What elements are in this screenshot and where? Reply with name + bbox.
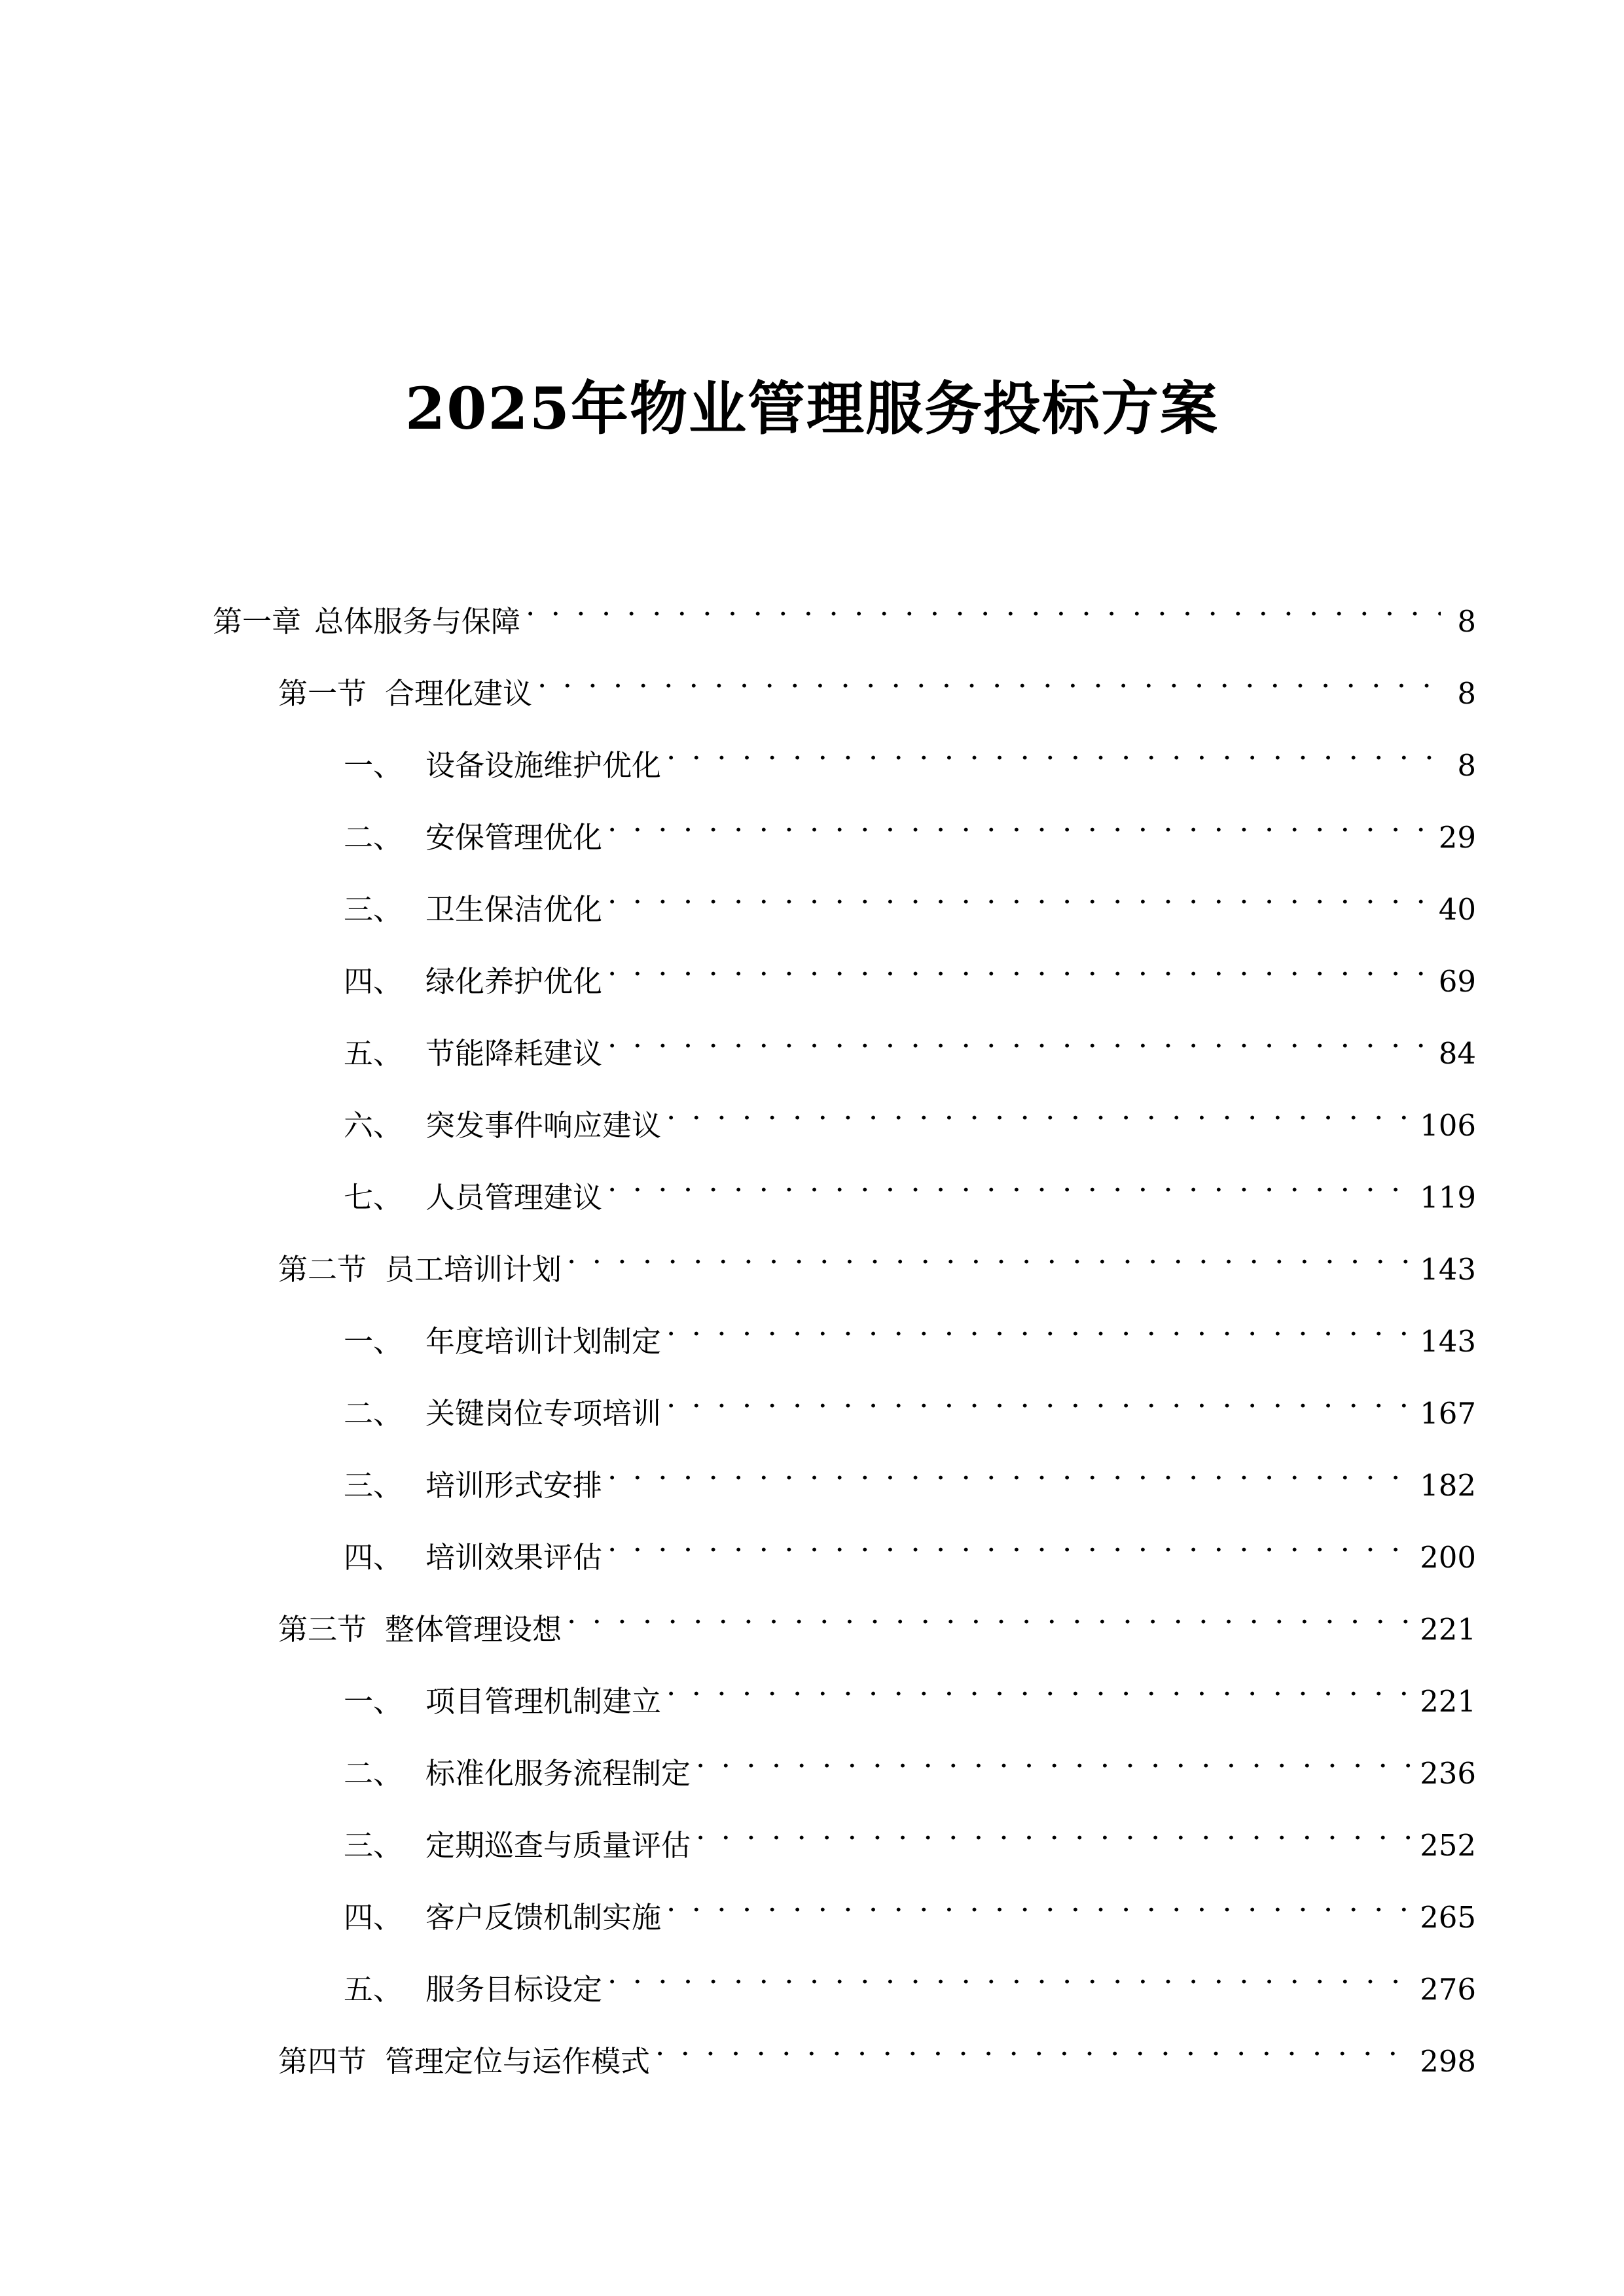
toc-entry-page: 276: [1420, 1972, 1476, 2007]
toc-entry-number: 第一节: [278, 676, 367, 711]
toc-entry-number: 七、: [344, 1180, 403, 1215]
toc-entry-number: 一、: [344, 1324, 403, 1359]
toc-entry-page: 200: [1420, 1540, 1476, 1575]
toc-entry-page: 221: [1420, 1612, 1476, 1647]
toc-entry-title: 管理定位与运作模式: [385, 2044, 651, 2079]
toc-entry-title: 安保管理优化: [425, 820, 603, 855]
toc-dot-leader: [526, 579, 1441, 632]
toc-entry-number: 四、: [344, 964, 403, 999]
toc-entry-title: 服务目标设定: [425, 1972, 603, 2007]
toc-entry-page: 298: [1420, 2044, 1476, 2079]
toc-entry-number: 第二节: [278, 1252, 367, 1287]
toc-entry[interactable]: [0, 579, 1476, 651]
toc-entry[interactable]: [0, 867, 1476, 939]
toc-dot-leader: [567, 1587, 1411, 1640]
toc-dot-leader: [666, 1875, 1411, 1928]
toc-entry[interactable]: [0, 1731, 1476, 1803]
toc-entry-page: 8: [1457, 748, 1476, 783]
toc-entry-number: 一、: [344, 1684, 403, 1719]
toc-entry[interactable]: [0, 1947, 1476, 2019]
toc-entry[interactable]: [0, 1227, 1476, 1299]
toc-entry-page: 40: [1438, 892, 1476, 927]
toc-dot-leader: [696, 1803, 1411, 1856]
toc-entry-page: 167: [1420, 1396, 1476, 1431]
toc-entry[interactable]: [0, 1659, 1476, 1731]
toc-entry-title: 客户反馈机制实施: [425, 1900, 662, 1935]
toc-dot-leader: [607, 1515, 1411, 1568]
toc-entry-number: 四、: [344, 1540, 403, 1575]
toc-entry[interactable]: [0, 2019, 1476, 2091]
toc-entry-title: 关键岗位专项培训: [425, 1396, 662, 1431]
toc-entry-page: 119: [1420, 1180, 1476, 1215]
toc-entry-title: 项目管理机制建立: [425, 1684, 662, 1719]
toc-entry-number: 第三节: [278, 1612, 367, 1647]
toc-entry-title: 标准化服务流程制定: [425, 1756, 691, 1791]
toc-dot-leader: [607, 1443, 1411, 1496]
toc-entry[interactable]: [0, 1803, 1476, 1875]
toc-entry-number: 三、: [344, 1468, 403, 1503]
toc-dot-leader: [607, 1947, 1411, 2000]
toc-entry[interactable]: [0, 1443, 1476, 1515]
toc-entry[interactable]: [0, 1515, 1476, 1587]
toc-entry-number: 第一章: [213, 604, 302, 639]
toc-dot-leader: [666, 1659, 1411, 1712]
toc-dot-leader: [567, 1227, 1411, 1280]
toc-entry[interactable]: [0, 723, 1476, 795]
toc-entry-title: 卫生保洁优化: [425, 892, 603, 927]
toc-entry-page: 221: [1420, 1684, 1476, 1719]
toc-entry-page: 143: [1420, 1252, 1476, 1287]
toc-entry-page: 106: [1420, 1108, 1476, 1143]
toc-entry-page: 265: [1420, 1900, 1476, 1935]
toc-dot-leader: [696, 1731, 1411, 1784]
toc-entry-title: 培训效果评估: [425, 1540, 603, 1575]
toc-entry-page: 182: [1420, 1468, 1476, 1503]
toc-dot-leader: [607, 867, 1430, 920]
toc-entry-title: 人员管理建议: [425, 1180, 603, 1215]
toc-entry-page: 8: [1457, 676, 1476, 711]
toc-entry-title: 定期巡查与质量评估: [425, 1828, 691, 1863]
table-of-contents: [0, 579, 1624, 2091]
toc-entry[interactable]: [0, 1155, 1476, 1227]
toc-entry-page: 29: [1438, 820, 1476, 855]
toc-entry[interactable]: [0, 1011, 1476, 1083]
toc-entry[interactable]: [0, 1299, 1476, 1371]
toc-entry-title: 绿化养护优化: [425, 964, 603, 999]
toc-dot-leader: [607, 795, 1430, 848]
toc-entry-title: 节能降耗建议: [425, 1036, 603, 1071]
toc-dot-leader: [666, 1083, 1411, 1136]
toc-entry-number: 三、: [344, 1828, 403, 1863]
toc-entry[interactable]: [0, 939, 1476, 1011]
toc-entry-title: 年度培训计划制定: [425, 1324, 662, 1359]
toc-entry-title: 设备设施维护优化: [425, 748, 662, 783]
toc-dot-leader: [655, 2019, 1411, 2072]
toc-dot-leader: [666, 1371, 1411, 1424]
toc-entry-title: 合理化建议: [385, 676, 533, 711]
toc-dot-leader: [607, 939, 1430, 992]
toc-entry-title: 培训形式安排: [425, 1468, 603, 1503]
document-title: 2025年物业管理服务投标方案: [405, 374, 1219, 442]
toc-dot-leader: [537, 651, 1441, 704]
toc-dot-leader: [666, 1299, 1411, 1352]
toc-entry-page: 8: [1457, 604, 1476, 639]
toc-entry[interactable]: [0, 1371, 1476, 1443]
toc-entry-number: 一、: [344, 748, 403, 783]
toc-entry-number: 五、: [344, 1036, 403, 1071]
toc-entry-number: 第四节: [278, 2044, 367, 2079]
toc-entry[interactable]: [0, 1875, 1476, 1947]
toc-entry-title: 突发事件响应建议: [425, 1108, 662, 1143]
toc-entry-number: 二、: [344, 1396, 403, 1431]
toc-entry-number: 五、: [344, 1972, 403, 2007]
toc-entry-page: 69: [1438, 964, 1476, 999]
toc-entry-page: 84: [1438, 1036, 1476, 1071]
toc-entry-number: 二、: [344, 820, 403, 855]
toc-entry-number: 六、: [344, 1108, 403, 1143]
toc-entry-title: 员工培训计划: [385, 1252, 562, 1287]
toc-entry-number: 二、: [344, 1756, 403, 1791]
toc-entry[interactable]: [0, 651, 1476, 723]
toc-entry-title: 整体管理设想: [385, 1612, 562, 1647]
toc-entry-title: 总体服务与保障: [314, 604, 521, 639]
toc-entry-page: 236: [1420, 1756, 1476, 1791]
toc-entry[interactable]: [0, 1587, 1476, 1659]
toc-entry-number: 四、: [344, 1900, 403, 1935]
toc-entry-number: 三、: [344, 892, 403, 927]
toc-entry-page: 143: [1420, 1324, 1476, 1359]
toc-entry-page: 252: [1420, 1828, 1476, 1863]
toc-dot-leader: [607, 1011, 1430, 1064]
toc-dot-leader: [607, 1155, 1411, 1208]
toc-entry[interactable]: [0, 1083, 1476, 1155]
toc-entry[interactable]: [0, 795, 1476, 867]
toc-dot-leader: [666, 723, 1441, 776]
